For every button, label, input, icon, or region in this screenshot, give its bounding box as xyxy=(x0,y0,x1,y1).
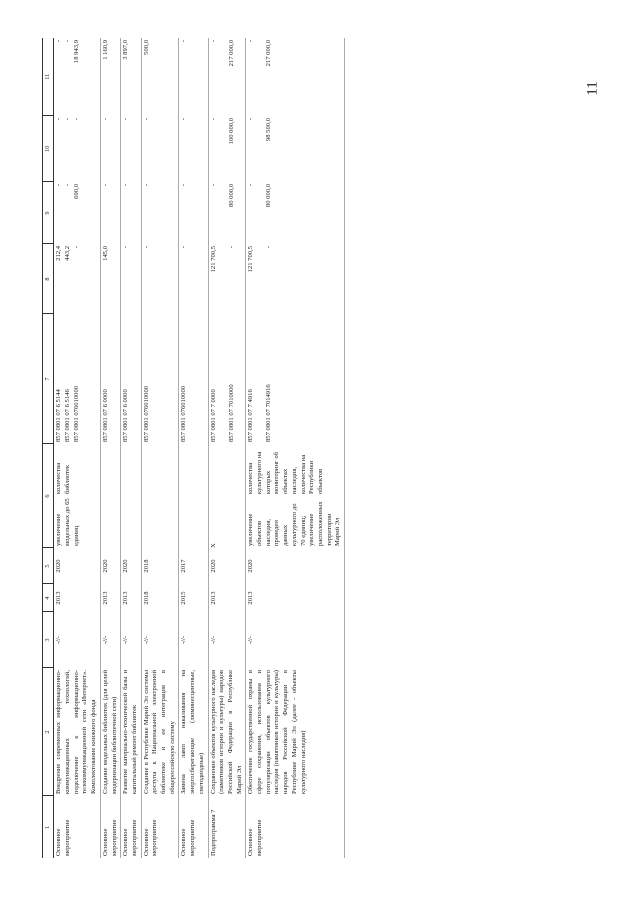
value-line: - xyxy=(180,246,188,249)
cell-title: Замена ламп накаливания на энергосберегающие (люминесцентные, светодиодные) xyxy=(179,668,208,796)
table-row xyxy=(121,38,141,858)
code-line: 857 0801 076010000 xyxy=(73,385,81,442)
cell-value xyxy=(100,116,120,182)
value-line: - xyxy=(142,118,150,121)
cell-value xyxy=(121,182,141,244)
value-line: - xyxy=(55,118,63,121)
cell-end-year: 2018 xyxy=(141,548,179,584)
cell-value xyxy=(179,38,208,116)
value-line: 3 897,0 xyxy=(122,40,130,60)
cell-executor: -//- xyxy=(246,612,345,668)
value-line: - xyxy=(64,40,72,43)
cell-value xyxy=(141,244,179,314)
table-row xyxy=(100,38,120,858)
col-header: 5 xyxy=(43,548,54,584)
value-line: - xyxy=(180,118,188,121)
value-line: - xyxy=(247,184,255,187)
cell-title: Создание в Республике Марий Эл системы доступа к Национальной электронной библиотеке и ее интеграция в общероссийскую систему xyxy=(141,668,179,796)
cell-result: X xyxy=(208,444,246,548)
cell-end-year: 2020 xyxy=(100,548,120,584)
cell-value xyxy=(54,244,101,314)
value-line: - xyxy=(180,40,188,43)
cell-value xyxy=(54,38,101,116)
cell-result-part: увеличение объектов наследия, проведен данных культурного до 70 единиц; увеличение расположенных территории Марий Эл xyxy=(247,501,342,546)
table-row xyxy=(246,38,345,858)
cell-result-part: увеличение модельных до 65 единиц xyxy=(55,498,80,546)
cell-code xyxy=(246,314,345,444)
value-line: - xyxy=(209,40,217,43)
cell-end-year: 2020 xyxy=(121,548,141,584)
cell-value xyxy=(208,182,246,244)
cell-type: Основное мероприятие xyxy=(141,796,179,858)
cell-start-year: 2013 xyxy=(246,584,345,612)
cell-value xyxy=(121,38,141,116)
cell-value xyxy=(100,38,120,116)
value-line: - xyxy=(122,118,130,121)
table-row xyxy=(179,38,208,858)
value-line: - xyxy=(142,246,150,249)
value-line: 80 000,0 xyxy=(227,184,235,208)
cell-result xyxy=(246,444,345,548)
col-header: 9 xyxy=(43,182,54,244)
cell-value xyxy=(179,244,208,314)
value-line: 217 000,0 xyxy=(227,40,235,67)
cell-title: Развитие материально-технической базы и капитальный ремонт библиотек xyxy=(121,668,141,796)
value-line: - xyxy=(247,40,255,43)
code-line: 857 0801 076010000 xyxy=(142,385,150,442)
code-line: 857 0801 07 7 4916 xyxy=(247,389,255,442)
cell-type: Основное мероприятие xyxy=(54,796,101,858)
cell-start-year: 2015 xyxy=(179,584,208,612)
cell-title: Обеспечение государственной охраны в сфере сохранения, использования и популяризации объектов культурного наследия (памятников истории и культуры) народов Российской Федерации в Республике Марий Эл (далее - объекты культурного наследия) xyxy=(246,668,345,796)
rotated-table-container xyxy=(42,38,552,858)
col-header: 3 xyxy=(43,612,54,668)
cell-type: Основное мероприятие xyxy=(100,796,120,858)
value-line: - xyxy=(101,118,109,121)
cell-result xyxy=(141,444,179,548)
cell-end-year: 2017 xyxy=(179,548,208,584)
cell-code xyxy=(208,314,246,444)
cell-end-year: 2020 xyxy=(208,548,246,584)
col-header: 1 xyxy=(43,796,54,858)
cell-value xyxy=(100,244,120,314)
cell-value xyxy=(179,182,208,244)
cell-value xyxy=(54,182,101,244)
cell-executor: -//- xyxy=(141,612,179,668)
cell-result xyxy=(179,444,208,548)
code-line: 857 0801 07 7 0000 xyxy=(209,389,217,442)
code-line: 857 0801 076010000 xyxy=(180,385,188,442)
value-line: - xyxy=(55,184,63,187)
code-line: 857 0801 07 7014916 xyxy=(265,384,273,442)
cell-value xyxy=(121,244,141,314)
cell-result xyxy=(54,444,101,548)
value-line: - xyxy=(64,184,72,187)
cell-start-year: 2013 xyxy=(208,584,246,612)
code-line: 857 0801 07 6 5146 xyxy=(64,389,72,442)
cell-value xyxy=(141,182,179,244)
table-row xyxy=(54,38,101,858)
cell-value xyxy=(208,38,246,116)
value-line: - xyxy=(180,184,188,187)
cell-value xyxy=(54,116,101,182)
cell-start-year: 2013 xyxy=(121,584,141,612)
col-header: 6 xyxy=(43,444,54,548)
cell-value xyxy=(246,38,345,116)
cell-value xyxy=(208,244,246,314)
code-line: 857 0801 07 7010000 xyxy=(227,384,235,442)
cell-value xyxy=(208,116,246,182)
table-row xyxy=(141,38,179,858)
cell-executor: -//- xyxy=(121,612,141,668)
cell-code xyxy=(54,314,101,444)
value-line: 1 160,9 xyxy=(101,40,109,60)
cell-type: Подпрограмма 7 xyxy=(208,796,246,858)
cell-value xyxy=(121,116,141,182)
cell-value xyxy=(179,116,208,182)
value-line: - xyxy=(101,184,109,187)
cell-value xyxy=(246,182,345,244)
code-line: 857 0801 07 6 0000 xyxy=(101,389,109,442)
cell-code xyxy=(179,314,208,444)
cell-result-part: количества культурного на которых мониторинг об объектах наследия, количества на Республики объектов xyxy=(247,451,324,494)
value-line: - xyxy=(73,246,81,249)
table-row xyxy=(208,38,246,858)
cell-end-year: 2020 xyxy=(246,548,345,584)
value-line: - xyxy=(122,246,130,249)
page-number: 11 xyxy=(584,81,601,96)
cell-result xyxy=(100,444,120,548)
cell-start-year: 2013 xyxy=(100,584,120,612)
value-line: 145,0 xyxy=(101,246,109,261)
value-line: - xyxy=(227,246,235,249)
cell-type: Основное мероприятие xyxy=(179,796,208,858)
value-line: 443,2 xyxy=(64,246,72,261)
cell-title: Сохранение объектов культурного наследия (памятников истории и культуры) народов Российской Федерации в Республике Марий Эл xyxy=(208,668,246,796)
program-table xyxy=(42,38,345,858)
cell-title: Внедрение современных информационно-коммуникационных технологий, подключение к информационно-телекоммуникационной сети «Интернет». Комплектование книжного фонда xyxy=(54,668,101,796)
cell-value xyxy=(246,244,345,314)
value-line: - xyxy=(265,246,273,249)
value-line: - xyxy=(64,118,72,121)
value-line: - xyxy=(73,118,81,121)
col-header: 7 xyxy=(43,314,54,444)
code-line: 857 0801 07 6 5144 xyxy=(55,389,63,442)
value-line: - xyxy=(142,184,150,187)
value-line: - xyxy=(55,40,63,43)
value-line: 217 000,0 xyxy=(265,40,273,67)
col-header: 2 xyxy=(43,668,54,796)
header-row xyxy=(43,38,54,858)
cell-value xyxy=(141,38,179,116)
col-header: 4 xyxy=(43,584,54,612)
cell-executor: -//- xyxy=(208,612,246,668)
value-line: 500,0 xyxy=(142,40,150,55)
value-line: 121 700,5 xyxy=(247,246,255,273)
value-line: 690,0 xyxy=(73,184,81,199)
value-line: - xyxy=(209,184,217,187)
cell-title: Создание модельных библиотек (для целей модернизации библиотечной сети) xyxy=(100,668,120,796)
cell-type: Основное мероприятие xyxy=(246,796,345,858)
value-line: 80 000,0 xyxy=(265,184,273,208)
cell-code xyxy=(100,314,120,444)
value-line: 100 000,0 xyxy=(227,118,235,145)
value-line: 121 700,5 xyxy=(209,246,217,273)
value-line: 18 943,9 xyxy=(73,40,81,64)
col-header: 10 xyxy=(43,116,54,182)
code-line: 857 0801 07 6 0000 xyxy=(122,389,130,442)
cell-end-year: 2020 xyxy=(54,548,101,584)
value-line: - xyxy=(209,118,217,121)
cell-code xyxy=(141,314,179,444)
cell-start-year: 2013 xyxy=(54,584,101,612)
col-header: 11 xyxy=(43,38,54,116)
cell-value xyxy=(246,116,345,182)
cell-type: Основное мероприятие xyxy=(121,796,141,858)
cell-result xyxy=(121,444,141,548)
cell-code xyxy=(121,314,141,444)
value-line: 212,4 xyxy=(55,246,63,261)
cell-result-part: количества библиотек xyxy=(55,462,71,494)
value-line: - xyxy=(122,184,130,187)
cell-value xyxy=(100,182,120,244)
value-line: 98 500,0 xyxy=(265,118,273,142)
cell-executor: -//- xyxy=(100,612,120,668)
col-header: 8 xyxy=(43,244,54,314)
cell-executor: -//- xyxy=(54,612,101,668)
cell-start-year: 2018 xyxy=(141,584,179,612)
cell-value xyxy=(141,116,179,182)
cell-executor: -//- xyxy=(179,612,208,668)
value-line: - xyxy=(247,118,255,121)
